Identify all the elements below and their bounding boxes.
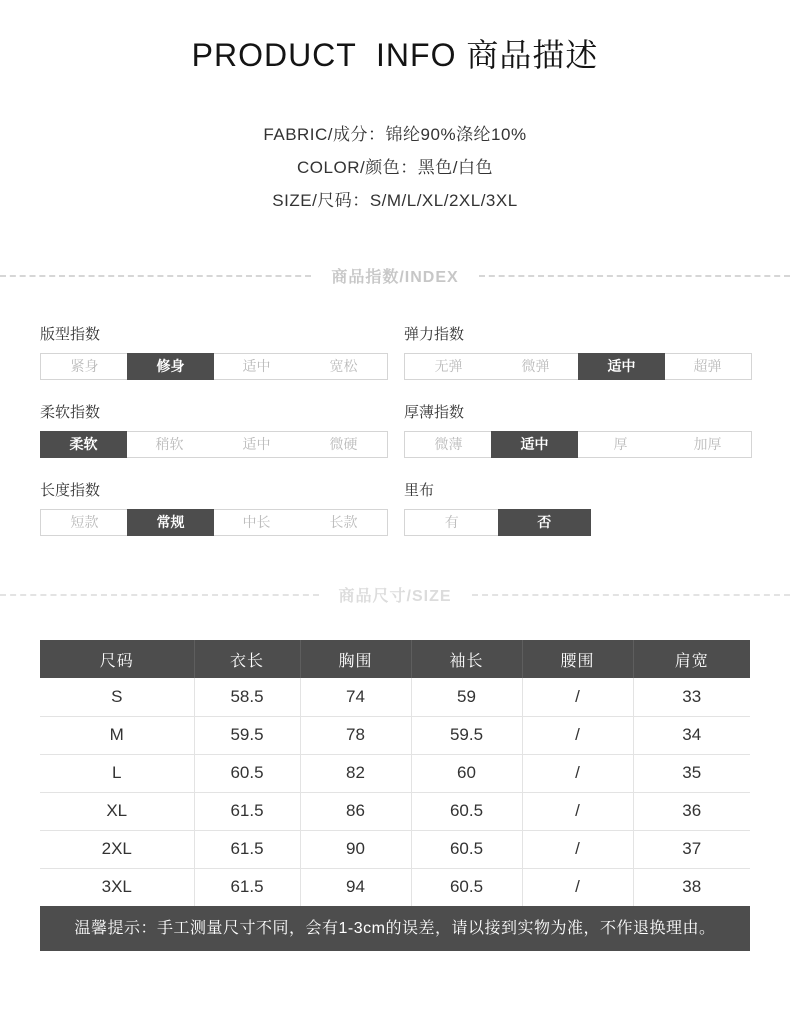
index-section-title: 里布 <box>404 482 435 499</box>
table-cell: 60 <box>411 754 522 792</box>
index-section-title: 弹力指数 <box>404 326 465 343</box>
index-option: 中长 <box>242 514 271 530</box>
index-option: 宽松 <box>329 358 358 374</box>
table-row <box>40 792 750 830</box>
index-option: 加厚 <box>693 436 722 452</box>
index-option-bar <box>40 353 388 380</box>
table-cell: 59.5 <box>411 716 522 754</box>
table-cell: 61.5 <box>194 792 300 830</box>
index-section <box>404 479 752 536</box>
index-option-selected: 柔软 <box>40 431 127 458</box>
divider-dash-right <box>479 275 790 277</box>
divider-dash-left <box>0 594 319 596</box>
notice-bar: 温馨提示：手工测量尺寸不同，会有1-3cm的误差，请以接到实物为准，不作退换理由。 <box>40 906 750 951</box>
index-option: 长款 <box>329 514 358 530</box>
header-row <box>40 640 750 678</box>
table-cell: / <box>522 678 633 716</box>
index-section-title: 柔软指数 <box>40 404 101 421</box>
table-cell: 35 <box>633 754 750 792</box>
index-option-bar <box>404 353 752 380</box>
table-cell: S <box>111 686 123 706</box>
divider-size-label: 商品尺寸/SIZE <box>338 588 452 605</box>
index-option-selected: 适中 <box>578 353 665 380</box>
column-header: 胸围 <box>300 640 411 678</box>
table-cell: 78 <box>300 716 411 754</box>
size-table <box>40 640 750 906</box>
column-header: 衣长 <box>194 640 300 678</box>
table-cell: / <box>522 716 633 754</box>
column-header: 尺码 <box>40 640 194 678</box>
table-cell: / <box>522 830 633 868</box>
table-cell: 34 <box>633 716 750 754</box>
table-cell: 2XL <box>40 830 194 868</box>
spec-size-value: S/M/L/XL/2XL/3XL <box>369 191 518 210</box>
table-row <box>40 868 750 906</box>
table-cell: 94 <box>300 868 411 906</box>
index-option: 适中 <box>242 436 271 452</box>
table-row <box>40 716 750 754</box>
section-divider-index <box>0 264 790 287</box>
table-cell: L <box>40 754 194 792</box>
spec-color-label: COLOR/颜色： <box>297 158 418 177</box>
spec-fabric <box>0 118 790 151</box>
table-cell: XL <box>40 792 194 830</box>
index-section-title: 长度指数 <box>40 482 101 499</box>
table-cell: 74 <box>300 678 411 716</box>
index-section <box>404 323 752 380</box>
table-cell: 3XL <box>40 868 194 906</box>
index-option: 微弹 <box>521 358 550 374</box>
spec-fabric-value: 锦纶90%涤纶10% <box>385 125 527 144</box>
index-option: 稍软 <box>155 436 184 452</box>
table-cell: / <box>522 868 633 906</box>
index-option-bar <box>404 509 591 536</box>
size-table-header <box>40 640 750 678</box>
table-cell: / <box>522 792 633 830</box>
table-cell: 61.5 <box>194 868 300 906</box>
index-option: 厚 <box>613 436 628 452</box>
table-cell: 90 <box>300 830 411 868</box>
divider-dash-right <box>472 594 790 596</box>
index-grid <box>40 323 750 536</box>
index-option-bar <box>404 431 752 458</box>
table-cell: M <box>40 716 194 754</box>
table-cell: 60.5 <box>411 868 522 906</box>
spec-size <box>0 184 790 217</box>
table-cell: 59.5 <box>194 716 300 754</box>
index-option-bar <box>40 509 388 536</box>
index-option: 超弹 <box>693 358 722 374</box>
section-divider-size <box>0 583 790 606</box>
index-option-selected: 常规 <box>127 509 214 536</box>
spec-color <box>0 151 790 184</box>
table-cell: / <box>522 754 633 792</box>
table-row <box>40 830 750 868</box>
column-header: 袖长 <box>411 640 522 678</box>
table-cell: 58.5 <box>194 678 300 716</box>
table-cell: 60.5 <box>194 754 300 792</box>
spec-fabric-label: FABRIC/成分： <box>263 125 386 144</box>
spec-color-value: 黑色/白色 <box>417 158 493 177</box>
table-cell: 61.5 <box>194 830 300 868</box>
index-option-selected: 修身 <box>127 353 214 380</box>
index-option: 短款 <box>70 514 99 530</box>
table-cell: 33 <box>633 678 750 716</box>
index-option: 微薄 <box>434 436 463 452</box>
index-option: 有 <box>444 514 459 530</box>
index-section <box>40 479 388 536</box>
index-option-selected: 适中 <box>491 431 578 458</box>
table-cell: 36 <box>633 792 750 830</box>
divider-index-label: 商品指数/INDEX <box>331 269 459 286</box>
column-header: 腰围 <box>522 640 633 678</box>
index-option-selected: 否 <box>498 509 592 536</box>
page-title: PRODUCT INFO 商品描述 <box>191 37 599 73</box>
table-cell: 86 <box>300 792 411 830</box>
table-cell: 59 <box>411 678 522 716</box>
divider-dash-left <box>0 275 311 277</box>
table-cell: 38 <box>633 868 750 906</box>
index-option: 紧身 <box>70 358 99 374</box>
table-row <box>40 678 750 716</box>
table-cell: 37 <box>633 830 750 868</box>
spec-size-label: SIZE/尺码： <box>272 191 370 210</box>
index-option: 微硬 <box>329 436 358 452</box>
index-section-title: 版型指数 <box>40 326 101 343</box>
index-section-title: 厚薄指数 <box>404 404 465 421</box>
table-row <box>40 754 750 792</box>
column-header: 肩宽 <box>633 640 750 678</box>
table-cell: 82 <box>300 754 411 792</box>
product-specs <box>0 118 790 217</box>
index-section <box>40 401 388 458</box>
index-section <box>40 323 388 380</box>
table-cell: 60.5 <box>411 830 522 868</box>
index-option-bar <box>40 431 388 458</box>
table-cell: 60.5 <box>411 792 522 830</box>
index-option: 适中 <box>242 358 271 374</box>
index-section <box>404 401 752 458</box>
index-option: 无弹 <box>434 358 463 374</box>
size-table-body <box>40 678 750 906</box>
